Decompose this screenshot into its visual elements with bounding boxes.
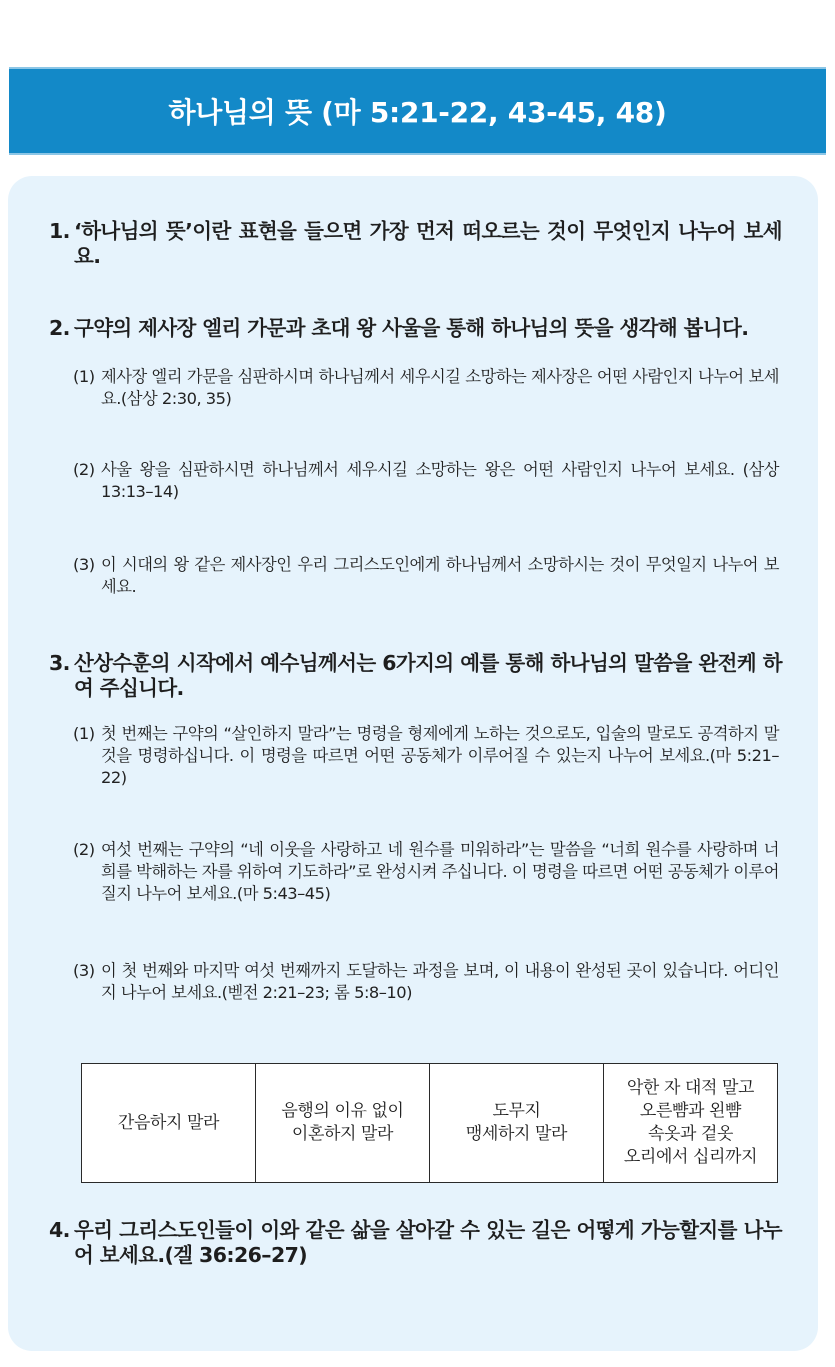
sub-question-number: (3) xyxy=(73,961,95,980)
sub-question-number: (1) xyxy=(73,367,95,386)
sub-question-text: 제사장 엘리 가문을 심판하시며 하나님께서 세우시길 소망하는 제사장은 어떤 사람인지 나누어 보세요.(삼상 2:30, 35) xyxy=(101,367,779,408)
question-text: 우리 그리스도인들이 이와 같은 삶을 살아갈 수 있는 길은 어떻게 가능할지를 나누어 보세요.(겔 36:26–27) xyxy=(74,1218,782,1267)
table-cell: 음행의 이유 없이 이혼하지 말라 xyxy=(256,1064,430,1183)
sub-question-text: 사울 왕을 심판하시면 하나님께서 세우시길 소망하는 왕은 어떤 사람인지 나누어 보세요. (삼상 13:13–14) xyxy=(101,460,779,501)
page-title: 하나님의 뜻 (마 5:21-22, 43-45, 48) xyxy=(168,96,667,129)
sub-question-number: (3) xyxy=(73,555,95,574)
sub-question-number: (2) xyxy=(73,460,95,479)
question-number: 1. xyxy=(49,219,70,243)
question-4 xyxy=(49,1218,782,1268)
sub-question-2-2 xyxy=(73,459,779,503)
sub-question-number: (1) xyxy=(73,724,95,743)
sub-question-2-1 xyxy=(73,366,779,410)
sub-question-text: 이 첫 번째와 마지막 여섯 번째까지 도달하는 과정을 보며, 이 내용이 완성된 곳이 있습니다. 어디인지 나누어 보세요.(벧전 2:21–23; 롬 5:8–10) xyxy=(101,961,779,1002)
question-3 xyxy=(49,651,782,701)
sub-question-text: 첫 번째는 구약의 “살인하지 말라”는 명령을 형제에게 노하는 것으로도, 입술의 말로도 공격하지 말 것을 명령하십니다. 이 명령을 따르면 어떤 공동체가 이루어질 수 있는지 나누어 보세요.(마 5:21–22) xyxy=(101,724,779,787)
commands-table xyxy=(81,1063,778,1183)
question-text: 산상수훈의 시작에서 예수님께서는 6가지의 예를 통해 하나님의 말씀을 완전케 하여 주십니다. xyxy=(74,651,782,700)
title-banner xyxy=(9,67,826,155)
table-cell: 도무지 맹세하지 말라 xyxy=(430,1064,604,1183)
question-text: 구약의 제사장 엘리 가문과 초대 왕 사울을 통해 하나님의 뜻을 생각해 봅니다. xyxy=(74,316,749,340)
sub-question-number: (2) xyxy=(73,840,95,859)
sub-question-3-2 xyxy=(73,839,779,905)
question-number: 3. xyxy=(49,651,70,675)
sub-question-3-1 xyxy=(73,723,779,789)
table-row xyxy=(82,1064,778,1183)
table-cell: 간음하지 말라 xyxy=(82,1064,256,1183)
sub-question-text: 여섯 번째는 구약의 “네 이웃을 사랑하고 네 원수를 미워하라”는 말씀을 “너희 원수를 사랑하며 너희를 박해하는 자를 위하여 기도하라”로 완성시켜 주십니다. 이 명령을 따르면 어떤 공동체가 이루어질지 나누어 보세요.(마 5:43–45) xyxy=(101,840,779,903)
question-1 xyxy=(49,219,782,269)
question-2 xyxy=(49,316,782,341)
question-number: 4. xyxy=(49,1218,70,1242)
question-number: 2. xyxy=(49,316,70,340)
sub-question-2-3 xyxy=(73,554,779,598)
sub-question-3-3 xyxy=(73,960,779,1004)
sub-question-text: 이 시대의 왕 같은 제사장인 우리 그리스도인에게 하나님께서 소망하시는 것이 무엇일지 나누어 보세요. xyxy=(101,555,779,596)
question-text: ‘하나님의 뜻’이란 표현을 들으면 가장 먼저 떠오르는 것이 무엇인지 나누어 보세요. xyxy=(74,219,782,268)
table-cell: 악한 자 대적 말고 오른뺨과 왼뺨 속옷과 겉옷 오리에서 십리까지 xyxy=(604,1064,778,1183)
